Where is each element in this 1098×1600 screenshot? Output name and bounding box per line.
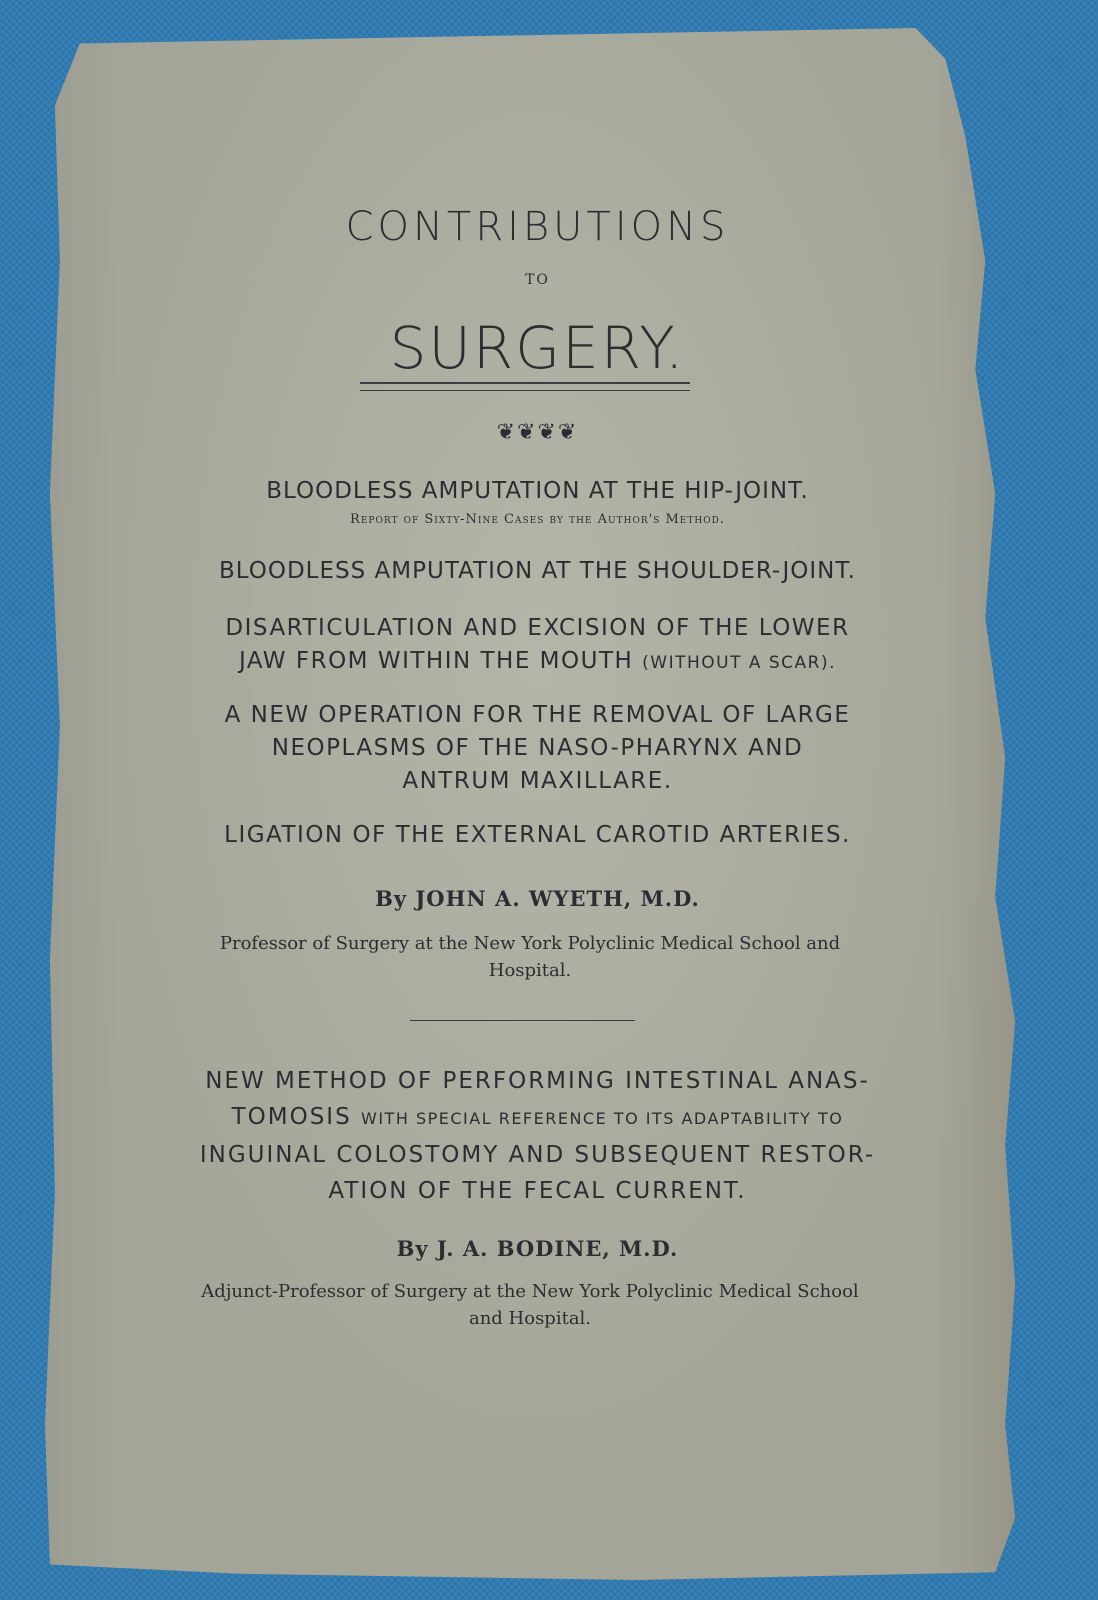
item-naso-pharynx-line1: A NEW OPERATION FOR THE REMOVAL OF LARGE (224, 702, 851, 728)
item-lower-jaw-line2-note: (WITHOUT A SCAR). (642, 653, 837, 673)
author2-title (120, 1278, 940, 1332)
title-underline (360, 382, 690, 391)
item-lower-jaw-line2 (40, 645, 1035, 680)
ornament-divider: ❦❦❦❦ (496, 420, 579, 445)
item-lower-jaw-line2-main: JAW FROM WITHIN THE MOUTH (238, 648, 634, 674)
item-lower-jaw (40, 612, 1035, 680)
section-divider (410, 1020, 635, 1021)
item-naso-pharynx-line3: ANTRUM MAXILLARE. (402, 768, 673, 794)
author2-title-line2: and Hospital. (468, 1308, 592, 1329)
author1-title-line1: Professor of Surgery at the New York Polyclinic Medical School and (219, 933, 841, 954)
item-naso-pharynx (40, 699, 1035, 798)
item-naso-pharynx-line2: NEOPLASMS OF THE NASO-PHARYNX AND (271, 735, 804, 761)
item-hip-joint: BLOODLESS AMPUTATION AT THE HIP-JOINT. (266, 478, 809, 504)
second-paper-line2-small: WITH SPECIAL REFERENCE TO ITS ADAPTABILITY TO (361, 1109, 844, 1128)
title-contributions: CONTRIBUTIONS (345, 204, 730, 250)
cover-text (40, 28, 1035, 1580)
author1-title (150, 930, 910, 984)
item-carotid: LIGATION OF THE EXTERNAL CAROTID ARTERIES. (224, 822, 851, 848)
item-shoulder-joint: BLOODLESS AMPUTATION AT THE SHOULDER-JOINT. (218, 558, 856, 584)
title-surgery: SURGERY. (389, 314, 686, 382)
author1-title-line2: Hospital. (488, 960, 572, 981)
item-lower-jaw-line1: DISARTICULATION AND EXCISION OF THE LOWER (225, 615, 850, 641)
title-to: TO (525, 272, 550, 288)
second-paper-title (40, 1063, 1035, 1209)
author2-title-line1: Adjunct-Professor of Surgery at the New York Polyclinic Medical School (201, 1281, 859, 1302)
item-hip-joint-subtitle: Report of Sixty-Nine Cases by the Author's Method. (350, 512, 725, 527)
author1-byline: By JOHN A. WYETH, M.D. (375, 886, 700, 911)
author2-byline: By J. A. BODINE, M.D. (396, 1236, 679, 1261)
second-paper-line4: ATION OF THE FECAL CURRENT. (328, 1178, 747, 1204)
second-paper-line1: NEW METHOD OF PERFORMING INTESTINAL ANAS- (205, 1068, 870, 1094)
second-paper-line2-main: TOMOSIS (231, 1104, 352, 1130)
second-paper-line2 (40, 1099, 1035, 1137)
second-paper-line3: INGUINAL COLOSTOMY AND SUBSEQUENT RESTOR- (199, 1142, 876, 1168)
